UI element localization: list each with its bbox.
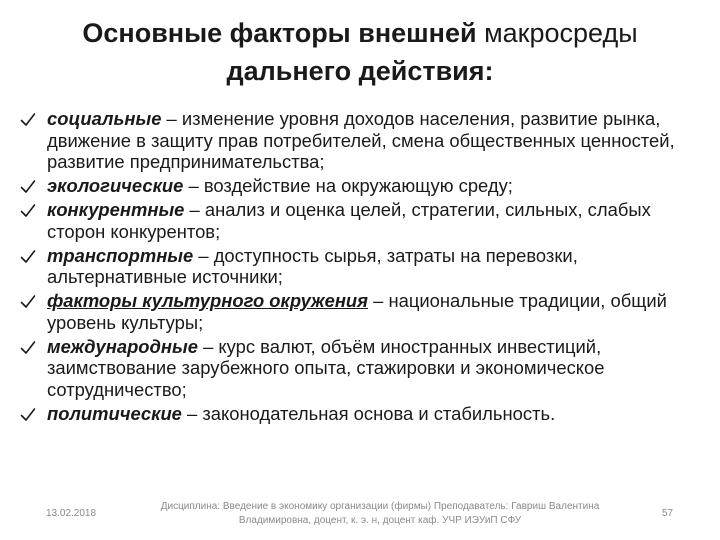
item-term: социальные (47, 108, 162, 129)
checkmark-icon (20, 340, 36, 356)
list-item (20, 199, 710, 242)
item-separator: – (183, 175, 204, 196)
list-item (20, 403, 710, 425)
title-line-1 (40, 14, 680, 52)
item-separator: – (368, 290, 389, 311)
checkmark-icon (20, 249, 36, 265)
checkmark-icon (20, 203, 36, 219)
item-text: национальные традиции, общий уровень культуры; (47, 290, 667, 333)
list-item (20, 108, 710, 173)
item-text: законодательная основа и стабильность. (202, 402, 556, 424)
item-term: факторы культурного окружения (47, 290, 368, 311)
title-bold-part: Основные факторы внешней (82, 18, 477, 48)
list-item (20, 336, 710, 401)
checkmark-icon (20, 407, 36, 423)
factor-list (20, 108, 710, 427)
item-text: курс валют, объём иностранных инвестиций, заимствование зарубежного опыта, стажировки и экономическое сотрудничество; (47, 335, 605, 400)
item-text: изменение уровня доходов населения, развитие рынка, движение в защиту прав потребителей, смена общественных ценностей, развитие предпринимательства; (47, 108, 675, 172)
checkmark-icon (20, 179, 36, 195)
footer-date: 13.02.2018 (46, 508, 97, 519)
item-separator: – (161, 108, 182, 129)
checkmark-icon (20, 112, 36, 128)
checkmark-icon (20, 294, 36, 310)
item-separator: – (193, 244, 214, 266)
slide-title (40, 14, 680, 90)
page-number: 57 (662, 508, 674, 519)
title-line-2: дальнего действия: (226, 56, 494, 86)
footer-info (130, 500, 630, 528)
item-separator: – (197, 335, 219, 357)
item-term: экологические (47, 175, 184, 196)
list-item (20, 290, 710, 333)
item-text: доступность сырья, затраты на перевозки, альтернативные источники; (47, 244, 578, 287)
list-item (20, 245, 710, 288)
item-text: анализ и оценка целей, стратегии, сильных, слабых сторон конкурентов; (47, 199, 651, 242)
item-separator: – (184, 199, 205, 220)
item-text: воздействие на окружающую среду; (203, 175, 513, 196)
item-term: политические (47, 402, 182, 424)
list-item (20, 175, 710, 197)
item-term: конкурентные (47, 199, 185, 220)
footer-info-line-1: Дисциплина: Введение в экономику организации (фирмы) Преподаватель: Гавриш Валентина (160, 501, 600, 512)
title-normal-part: макросреды (476, 18, 638, 48)
item-term: транспортные (47, 244, 194, 266)
footer-info-line-2: Владимировна, доцент, к. э. н, доцент каф. УЧР ИЭУиП СФУ (238, 515, 522, 526)
item-separator: – (181, 402, 203, 424)
item-term: международные (47, 335, 198, 357)
